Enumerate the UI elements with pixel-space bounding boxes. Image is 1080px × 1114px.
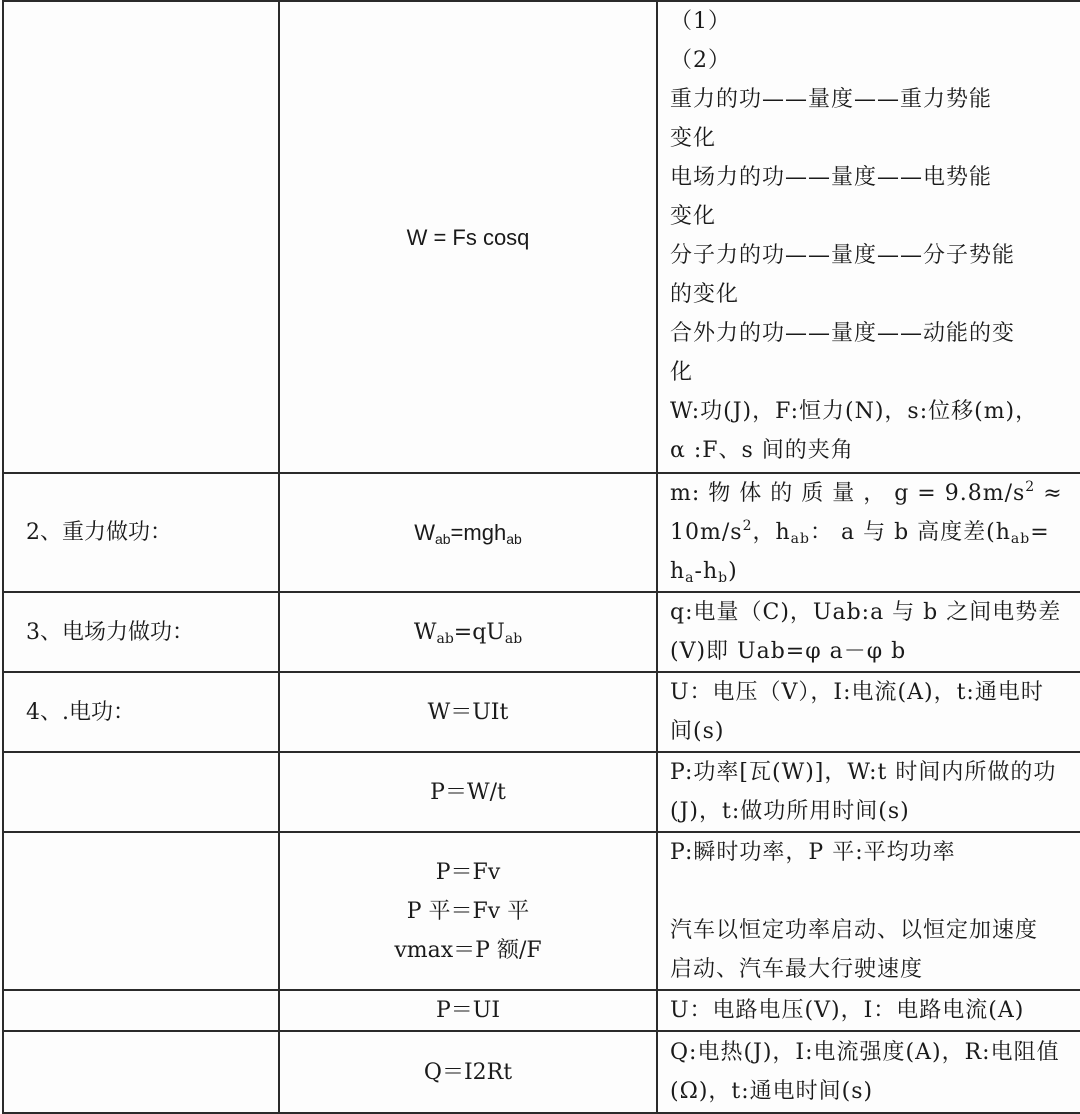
row-label: 2、重力做功： xyxy=(3,473,279,592)
note-line: 变化 xyxy=(670,126,717,151)
table-row xyxy=(3,752,1080,832)
note-line: 的变化 xyxy=(670,282,740,307)
note-line: 分子力的功——量度——分子势能 xyxy=(670,243,1016,268)
note-line: Q:电热(J)，I:电流强度(A)，R:电阻值 xyxy=(670,1040,1060,1065)
note-line: 启动、汽车最大行驶速度 xyxy=(670,957,924,982)
table-row xyxy=(3,473,1080,592)
table-row xyxy=(3,990,1080,1031)
notes-cell xyxy=(657,752,1080,832)
table-row xyxy=(3,1,1080,473)
formula-cell xyxy=(279,832,657,990)
notes-cell xyxy=(657,1031,1080,1113)
formula-cell: W＝UIt xyxy=(279,672,657,752)
notes-cell xyxy=(657,473,1080,592)
formula-cell: W = Fs cosq xyxy=(279,1,657,473)
table-row xyxy=(3,672,1080,752)
notes-cell xyxy=(657,1,1080,473)
formula-line: vmax＝P 额/F xyxy=(394,937,542,963)
notes-cell xyxy=(657,990,1080,1031)
note-line: 电场力的功——量度——电势能 xyxy=(670,165,993,190)
table-row xyxy=(3,592,1080,672)
row-label: 3、电场力做功： xyxy=(3,592,279,672)
note-line: P:瞬时功率，P 平:平均功率 xyxy=(670,840,956,865)
notes-cell xyxy=(657,672,1080,752)
note-line: α :F、s 间的夹角 xyxy=(670,438,854,463)
note-line: $h_a-h_b$) xyxy=(670,559,738,586)
formula-cell: Q＝I2Rt xyxy=(279,1031,657,1113)
note-line: (V)即 Uab=φ a－φ b xyxy=(670,639,907,664)
note-spacer xyxy=(670,872,1080,911)
note-line: (Ω)，t:通电时间(s) xyxy=(670,1079,874,1104)
note-line: U：电压（V），I:电流(A)，t:通电时 xyxy=(670,680,1044,705)
notes-cell xyxy=(657,832,1080,990)
note-line: q:电量（C)，Uab:a 与 b 之间电势差 xyxy=(670,600,1062,625)
formula-cell: $W_{ab}=mgh_{ab}$ xyxy=(279,473,657,592)
formula-line: P＝Fv xyxy=(435,859,501,885)
row-label xyxy=(3,832,279,990)
table-row xyxy=(3,832,1080,990)
formula-cell: P＝W/t xyxy=(279,752,657,832)
row-label xyxy=(3,752,279,832)
note-line: 间(s) xyxy=(670,719,725,744)
note-line: (J)，t:做功所用时间(s) xyxy=(670,799,910,824)
row-label xyxy=(3,1031,279,1113)
note-line: 重力的功——量度——重力势能 xyxy=(670,87,993,112)
formula-cell: $W_{ab}=qU_{ab}$ xyxy=(279,592,657,672)
note-line: （2） xyxy=(670,48,731,73)
note-line: 合外力的功——量度——动能的变 xyxy=(670,321,1016,346)
note-line: （1） xyxy=(670,9,731,34)
note-line: 汽车以恒定功率启动、以恒定加速度 xyxy=(670,918,1039,943)
formula-cell: P＝UI xyxy=(279,990,657,1031)
note-line: U：电路电压(V)，I：电路电流(A) xyxy=(670,998,1025,1023)
note-line: $10m/s^2$，$h_{ab}$： a 与 b 高度差($h_{ab}=$ xyxy=(670,518,1050,547)
note-line: 化 xyxy=(670,360,694,385)
row-label: 4、.电功： xyxy=(3,672,279,752)
table-row xyxy=(3,1031,1080,1113)
note-line: W:功(J)，F:恒力(N)，s:位移(m)， xyxy=(670,399,1039,424)
formula-table xyxy=(2,0,1080,1114)
note-line: P:功率[瓦(W)]，W:t 时间内所做的功 xyxy=(670,760,1057,785)
notes-cell xyxy=(657,592,1080,672)
row-label xyxy=(3,1,279,473)
note-line: m: 物 体 的 质 量 ， $g = 9.8m/s^2$ ≈ xyxy=(670,479,1063,506)
note-line: 变化 xyxy=(670,204,717,229)
formula-line: P 平＝Fv 平 xyxy=(406,898,530,924)
row-label xyxy=(3,990,279,1031)
